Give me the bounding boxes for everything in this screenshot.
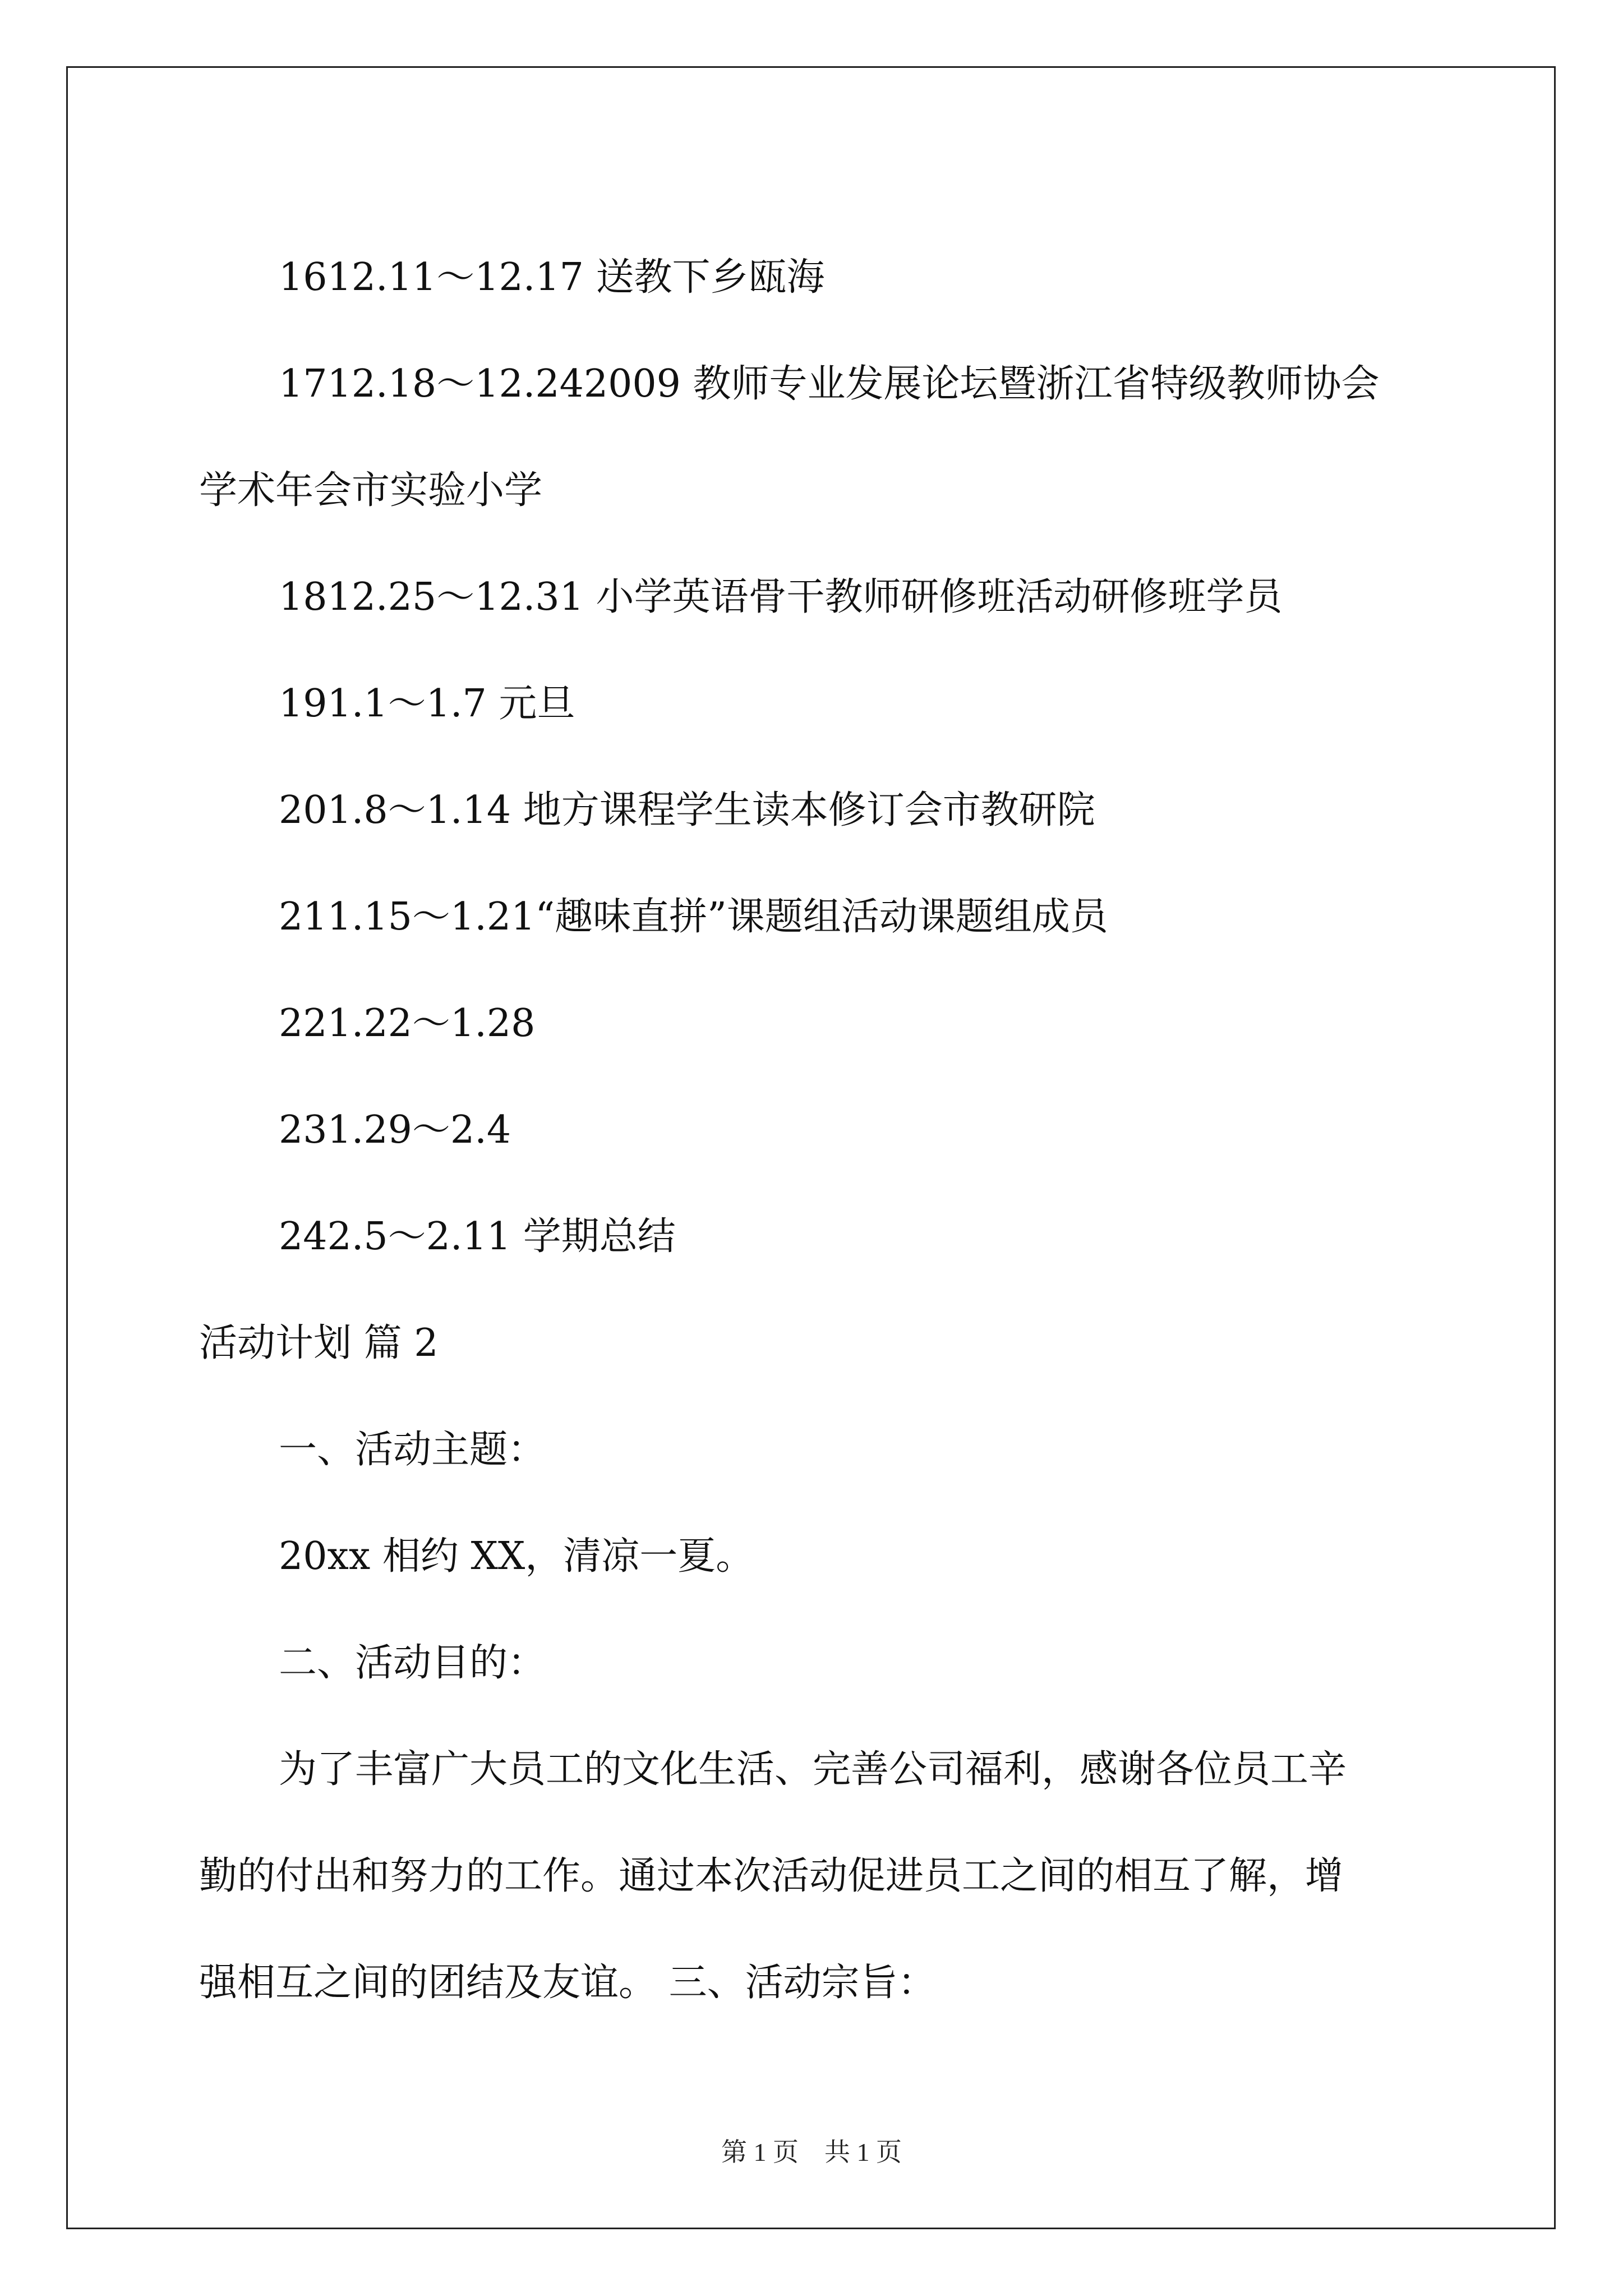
paragraph: 1812.25～12.31 小学英语骨干教师研修班活动研修班学员: [279, 575, 1283, 619]
paragraph: 242.5～2.11 学期总结: [279, 1214, 676, 1259]
paragraph: 231.29～2.4: [279, 1108, 511, 1152]
paragraph: 1712.18～12.242009 教师专业发展论坛暨浙江省特级教师协会: [279, 362, 1380, 406]
page-number-footer: 第 1 页 共 1 页: [721, 2138, 902, 2166]
paragraph: 201.8～1.14 地方课程学生读本修订会市教研院: [279, 788, 1095, 832]
paragraph: 221.22～1.28: [279, 1001, 536, 1046]
paragraph: 一、活动主题：: [279, 1428, 546, 1472]
paragraph: 学术年会市实验小学: [199, 468, 543, 513]
paragraph: 20xx 相约 XX，清凉一夏。: [279, 1534, 754, 1579]
paragraph: 勤的付出和努力的工作。通过本次活动促进员工之间的相互了解，增: [199, 1854, 1344, 1898]
paragraph: 211.15～1.21“趣味直拼”课题组活动课题组成员: [279, 895, 1108, 939]
paragraph: 1612.11～12.17 送教下乡瓯海: [279, 255, 825, 300]
section-heading: 活动计划 篇 2: [199, 1321, 439, 1365]
paragraph: 二、活动目的：: [279, 1641, 546, 1685]
document-body: [199, 224, 1438, 2036]
paragraph: 为了丰富广大员工的文化生活、完善公司福利，感谢各位员工辛: [279, 1747, 1347, 1792]
paragraph: 191.1～1.7 元旦: [279, 682, 575, 726]
paragraph: 强相互之间的团结及友谊。 三、活动宗旨：: [199, 1961, 936, 2005]
